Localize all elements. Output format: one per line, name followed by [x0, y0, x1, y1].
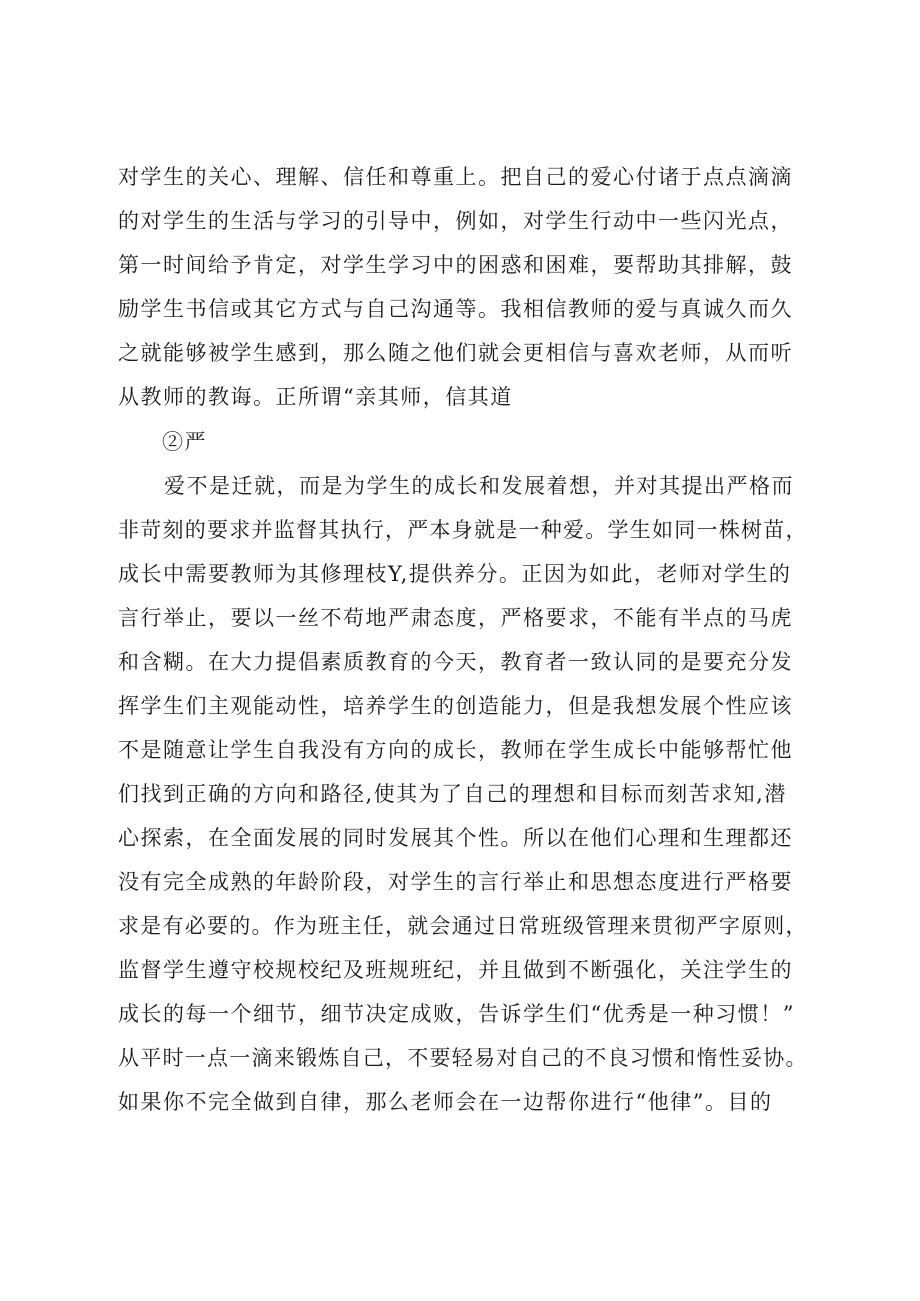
text-line: 第一时间给予肯定，对学生学习中的困惑和困难，要帮助其排解，鼓 — [118, 253, 793, 277]
text-line: 从平时一点一滴来锻炼自己，不要轻易对自己的不良习惯和惰性妥协。 — [118, 1046, 808, 1070]
text-line: 励学生书信或其它方式与自己沟通等。我相信教师的爱与真诚久而久 — [118, 297, 793, 321]
text-line: 的对学生的生活与学习的引导中，例如，对学生行动中一些闪光点， — [118, 209, 793, 233]
text-line: 之就能够被学生感到，那么随之他们就会更相信与喜欢老师，从而听 — [118, 341, 793, 365]
text-line: 非苛刻的要求并监督其执行，严本身就是一种爱。学生如同一株树苗， — [118, 518, 808, 542]
text-line: 没有完全成熟的年龄阶段，对学生的言行举止和思想态度进行严格要 — [118, 870, 793, 894]
text-line: 监督学生遵守校规校纪及班规班纪，并且做到不断强化，关注学生的 — [118, 958, 793, 982]
text-line: 求是有必要的。作为班主任，就会通过日常班级管理来贯彻严字原则， — [118, 914, 808, 938]
text-line: 成长中需要教师为其修理枝Y,提供养分。正因为如此，老师对学生的 — [118, 562, 792, 586]
text-line: 心探索，在全面发展的同时发展其个性。所以在他们心理和生理都还 — [118, 826, 793, 850]
text-line: 不是随意让学生自我没有方向的成长，教师在学生成长中能够帮忙他 — [118, 738, 793, 762]
text-line: 和含糊。在大力提倡素质教育的今天，教育者一致认同的是要充分发 — [118, 650, 793, 674]
text-line: 如果你不完全做到自律，那么老师会在一边帮你进行“他律”。目的 — [118, 1090, 773, 1114]
text-line: 成长的每一个细节，细节决定成败，告诉学生们“优秀是一种习惯！” — [118, 1002, 795, 1026]
text-line: 挥学生们主观能动性，培养学生的创造能力，但是我想发展个性应该 — [118, 694, 793, 718]
text-line: 对学生的关心、理解、信任和尊重上。把自己的爱心付诸于点点滴滴 — [118, 165, 793, 189]
text-line: 言行举止，要以一丝不苟地严肃态度，严格要求，不能有半点的马虎 — [118, 606, 793, 630]
paragraph-first-line: 爱不是迁就，而是为学生的成长和发展着想，并对其提出严格而 — [164, 474, 794, 498]
section-heading: ②严 — [162, 430, 207, 454]
text-line: 们找到正确的方向和路径,使其为了自己的理想和目标而刻苦求知,潜 — [118, 782, 787, 806]
text-line: 从教师的教诲。正所谓“亲其师，信其道 — [118, 385, 513, 409]
